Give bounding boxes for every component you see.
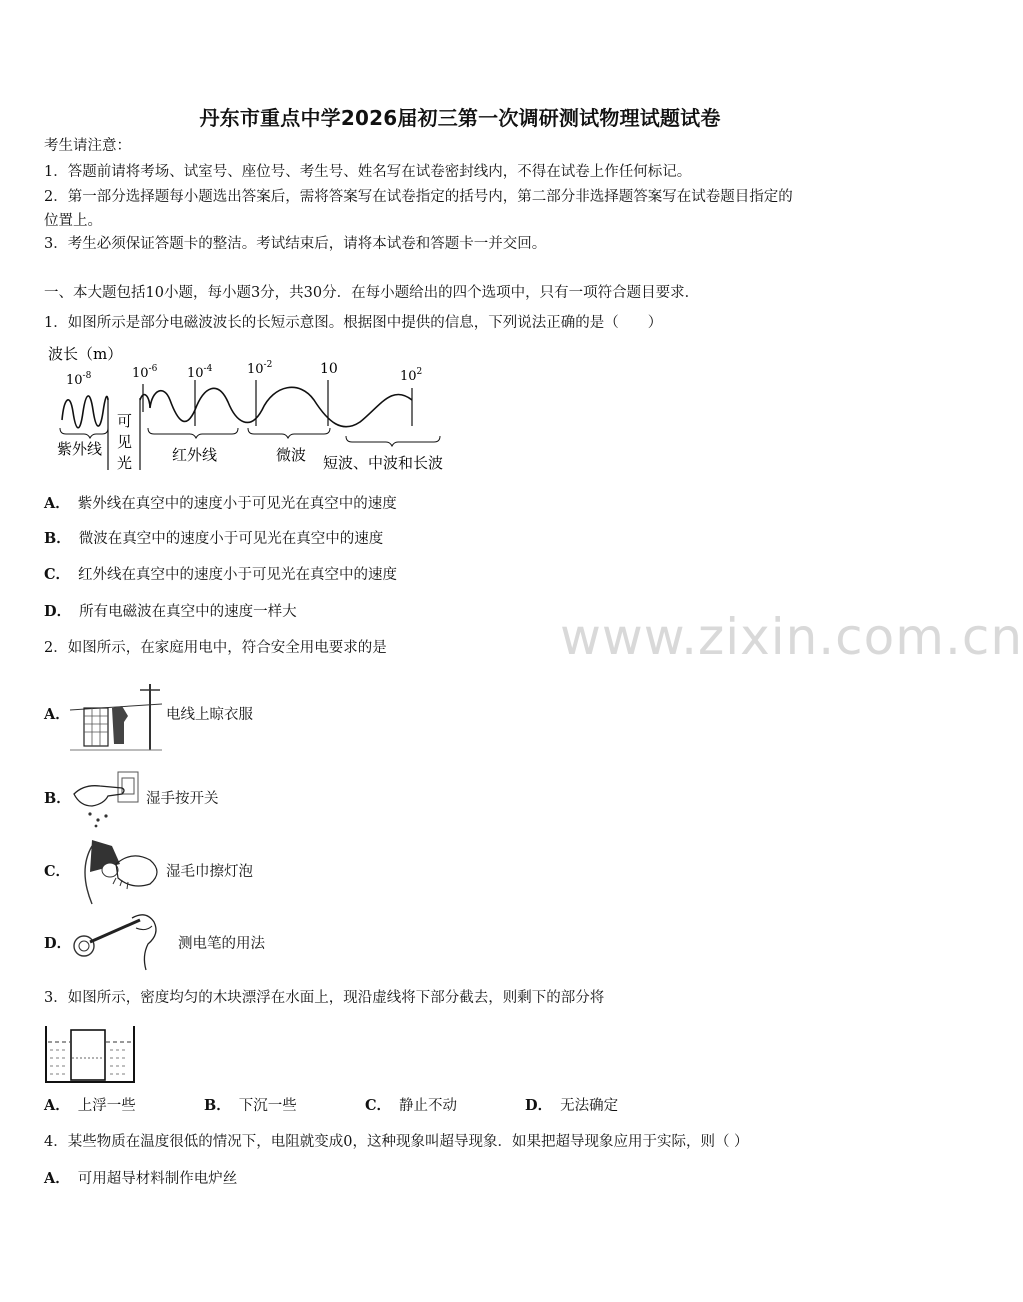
q4-option-a[interactable]: A． 可用超导材料制作电炉丝 <box>44 1170 238 1187</box>
floating-block-figure <box>44 1024 138 1086</box>
tick-label-10: 10 <box>320 361 338 377</box>
question-4-stem: 4．某些物质在温度很低的情况下，电阻就变成0，这种现象叫超导现象．如果把超导现象应用于实际，则（ ） <box>44 1134 749 1150</box>
tick-label-1e-4: $10^{-4}$ <box>187 364 213 381</box>
watermark: www.zixin.com.cn <box>560 608 1023 666</box>
notice-heading: 考生请注意： <box>44 138 131 154</box>
q3-option-c[interactable]: C． 静止不动 <box>365 1097 458 1114</box>
question-3-stem: 3．如图所示，密度均匀的木块漂浮在水面上，现沿虚线将下部分截去，则剩下的部分将 <box>44 990 605 1006</box>
q2-option-d[interactable]: D． <box>44 935 72 952</box>
q2-option-d-text: 测电笔的用法 <box>178 936 265 952</box>
notice-item-2: 2．第一部分选择题每小题选出答案后，需将答案写在试卷指定的括号内，第二部分非选择题答案写在试卷题目指定的 <box>44 189 793 205</box>
q2-option-b-text: 湿手按开关 <box>146 791 219 807</box>
band-label-visible-2: 见 <box>117 433 133 451</box>
notice-item-1: 1．答题前请将考场、试室号、座位号、考生号、姓名写在试卷密封线内，不得在试卷上作任何标记。 <box>44 164 692 180</box>
q2-option-a[interactable]: A． <box>44 706 70 723</box>
q2-option-a-text: 电线上晾衣服 <box>166 707 253 723</box>
band-label-radio: 短波、中波和长波 <box>323 454 444 472</box>
q3-option-a[interactable]: A． 上浮一些 <box>44 1097 136 1114</box>
q2-option-c-text: 湿毛巾擦灯泡 <box>166 864 253 880</box>
notice-item-2-cont: 位置上。 <box>44 213 102 229</box>
section-heading: 一、本大题包括10小题，每小题3分，共30分．在每小题给出的四个选项中，只有一项符合题目要求． <box>44 285 700 301</box>
tick-label-1e2: $10^2$ <box>400 367 423 384</box>
q1-option-d[interactable]: D． 所有电磁波在真空中的速度一样大 <box>44 603 297 620</box>
test-pen-image <box>70 910 170 974</box>
q3-option-d[interactable]: D． 无法确定 <box>525 1097 619 1114</box>
q1-option-a[interactable]: A． 紫外线在真空中的速度小于可见光在真空中的速度 <box>44 495 397 512</box>
question-2-stem: 2．如图所示，在家庭用电中，符合安全用电要求的是 <box>44 640 387 656</box>
q2-option-b[interactable]: B． <box>44 790 71 807</box>
q1-option-b[interactable]: B． 微波在真空中的速度小于可见光在真空中的速度 <box>44 530 384 547</box>
tick-label-1e-6: $10^{-6}$ <box>132 364 158 381</box>
q2-option-c[interactable]: C． <box>44 863 71 880</box>
band-label-microwave: 微波 <box>276 446 307 464</box>
clothes-on-wire-image <box>68 680 164 752</box>
wavelength-axis-label: 波长（m） <box>48 345 123 363</box>
page-title: 丹东市重点中学2026届初三第一次调研测试物理试题试卷 <box>199 106 721 130</box>
notice-item-3: 3．考生必须保证答题卡的整洁。考试结束后，请将本试卷和答题卡一并交回。 <box>44 236 547 252</box>
wave-curve <box>62 387 412 427</box>
q1-option-c[interactable]: C． 红外线在真空中的速度小于可见光在真空中的速度 <box>44 566 398 583</box>
wet-towel-bulb-image <box>70 836 164 908</box>
band-label-visible-3: 光 <box>117 454 133 472</box>
tick-label-1e-8: $10^{-8}$ <box>66 371 92 388</box>
question-1-stem: 1．如图所示是部分电磁波波长的长短示意图。根据图中提供的信息，下列说法正确的是（ ） <box>44 315 663 331</box>
band-label-visible-1: 可 <box>117 412 133 430</box>
wet-hand-switch-image <box>70 768 142 830</box>
tick-label-1e-2: $10^{-2}$ <box>247 360 273 377</box>
em-spectrum-figure <box>40 340 470 480</box>
band-label-infrared: 红外线 <box>172 446 218 464</box>
q3-option-b[interactable]: B． 下沉一些 <box>204 1097 297 1114</box>
band-label-uv: 紫外线 <box>57 440 103 458</box>
